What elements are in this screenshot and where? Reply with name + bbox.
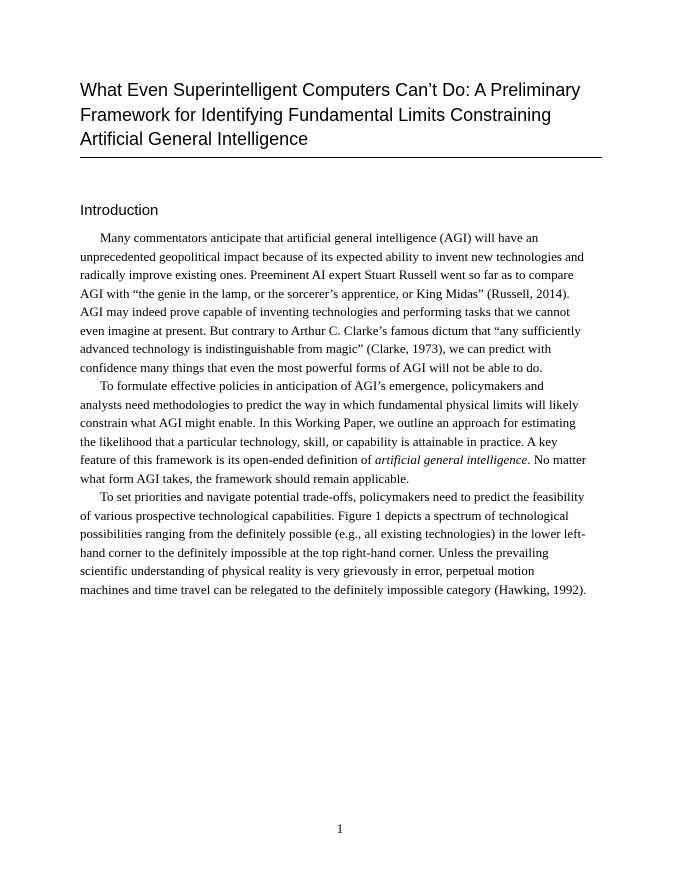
text-line: even imagine at present. But contrary to Arthur C. Clarke’s famous dictum that “any sufficiently	[80, 322, 581, 338]
title-line: Artificial General Intelligence	[80, 129, 309, 149]
text-run: feature of this framework is its open-ended definition of	[80, 452, 375, 467]
paragraph-2	[80, 377, 602, 488]
text-line: radically improve existing ones. Preeminent AI expert Stuart Russell went so far as to compare	[80, 267, 574, 282]
text-line: constrain what AGI might enable. In this Working Paper, we outline an approach for estimating	[80, 415, 576, 430]
text-line: confidence many things that even the most powerful forms of AGI will not be able to do.	[80, 359, 543, 375]
paragraph-3	[80, 488, 602, 599]
text-run: . No matter	[527, 452, 587, 467]
paragraph-1	[80, 229, 602, 377]
emphasized-term: artificial general intelligence	[374, 452, 528, 467]
section-heading-introduction: Introduction	[80, 202, 159, 219]
text-line: what form AGI takes, the framework should remain applicable.	[80, 470, 410, 486]
text-line: AGI may indeed prove capable of inventing technologies and performing tasks that we cannot	[80, 304, 570, 319]
body-text	[80, 229, 602, 599]
text-line: unprecedented geopolitical impact because of its expected ability to invent new technologies and	[80, 248, 584, 264]
paper-title	[80, 78, 602, 158]
text-line: analysts need methodologies to predict the way in which fundamental physical limits will likely	[80, 396, 579, 412]
text-line: hand corner to the definitely impossible at the top right-hand corner. Unless the prevailing	[80, 544, 549, 560]
text-line: machines and time travel can be relegated to the definitely impossible category (Hawking, 1992).	[80, 581, 587, 597]
page-number: 1	[336, 821, 344, 836]
title-line: What Even Superintelligent Computers Can’t Do: A Preliminary	[80, 80, 581, 100]
text-line	[80, 451, 602, 470]
text-line: To set priorities and navigate potential trade-offs, policymakers need to predict the feasibility	[100, 489, 585, 504]
text-line: Many commentators anticipate that artificial general intelligence (AGI) will have an	[100, 230, 539, 245]
text-line: of various prospective technological capabilities. Figure 1 depicts a spectrum of technological	[80, 507, 569, 523]
text-line: scientific understanding of physical reality is very grievously in error, perpetual motion	[80, 563, 535, 578]
text-line: To formulate effective policies in anticipation of AGI’s emergence, policymakers and	[100, 378, 544, 393]
text-line: AGI with “the genie in the lamp, or the sorcerer’s apprentice, or King Midas” (Russell, 2014).	[80, 285, 570, 301]
title-line: Framework for Identifying Fundamental Limits Constraining	[80, 104, 552, 125]
text-line: the likelihood that a particular technology, skill, or capability is attainable in practice. A key	[80, 433, 558, 449]
text-line: advanced technology is indistinguishable from magic” (Clarke, 1973), we can predict with	[80, 341, 552, 356]
text-line: possibilities ranging from the definitely possible (e.g., all existing technologies) in the lower left-	[80, 526, 586, 541]
